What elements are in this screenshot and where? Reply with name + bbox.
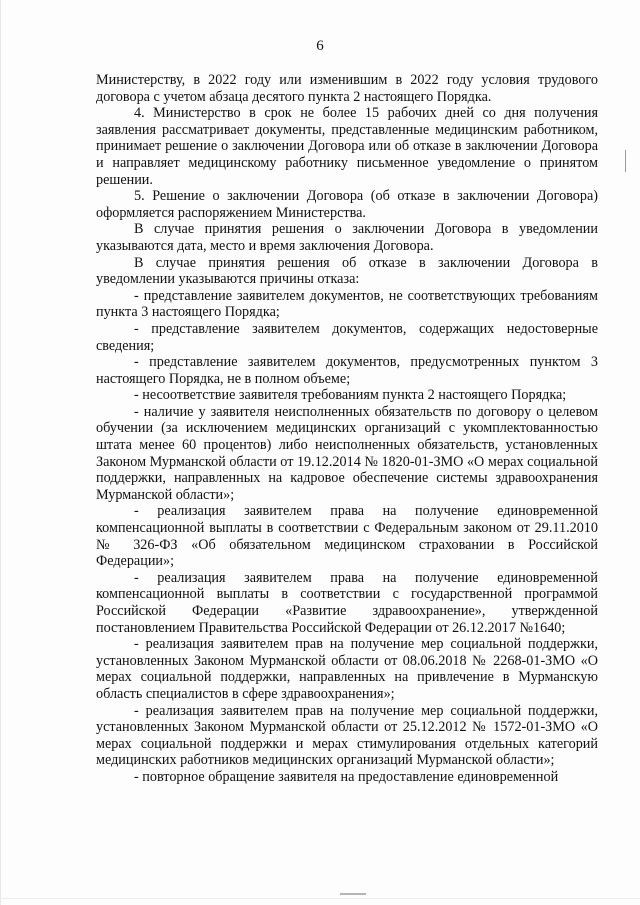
refusal-reason: - представление заявителем документов, содержащих недостоверные сведения; (96, 320, 598, 354)
paragraph-continuation: Министерству, в 2022 году или изменившим в 2022 году условия трудового договора с учетом абзаца десятого пункта 2 настоящего Порядка. (96, 72, 598, 105)
margin-mark (625, 150, 626, 172)
paragraph-item-4: 4. Министерство в срок не более 15 рабочих дней со дня получения заявления рассматривает документы, представленные медицинским работником, принимает решение о заключении Договора или об отказе в заключении Договора и направляет медицинскому работнику письменное уведомление о принятом решении. (96, 105, 598, 188)
refusal-reason: - несоответствие заявителя требованиям пункта 2 настоящего Порядка; (134, 387, 567, 404)
page-number: 6 (316, 38, 324, 54)
document-body (96, 72, 598, 786)
paragraph-item-5: 5. Решение о заключении Договора (об отказе в заключении Договора) оформляется распоряжением Министерства. (96, 188, 598, 221)
refusal-reason: - повторное обращение заявителя на предоставление единовременной (134, 768, 559, 785)
refusal-reason: - реализация заявителем права на получение единовременной компенсационной выплаты в соответствии с Федеральным законом от 29.11.2010 № 326-ФЗ «Об обязательном медицинском страховании в Российской Федерации»; (96, 503, 598, 570)
scan-bottom-edge (0, 898, 640, 899)
refusal-reason: - реализация заявителем прав на получение мер социальной поддержки, установленных Законом Мурманской области от 08.06.2018 № 2268-01-ЗМО «О мерах социальной поддержки, направленных на привлечение в Мурманскую область специалистов в сфере здравоохранения»; (96, 636, 598, 702)
refusal-reason: - наличие у заявителя неисполненных обязательств по договору о целевом обучении (за исключением медицинских организаций с укомплектованностью штата менее 60 процентов) либо неисполненных обязательств, установленных Законом Мурманской области от 19.12.2014 № 1820-01-ЗМО «О мерах социальной поддержки, направленных на кадровое обеспечение системы здравоохранения Мурманской области»; (96, 403, 598, 503)
refusal-reason: - представление заявителем документов, предусмотренных пунктом 3 настоящего Порядка, не в полном объеме; (96, 354, 598, 387)
scan-edge (0, 0, 1, 905)
paragraph-notice-refusal: В случае принятия решения об отказе в заключении Договора в уведомлении указываются причины отказа: (96, 254, 598, 288)
footer-mark (340, 893, 366, 895)
refusal-reason: - представление заявителем документов, не соответствующих требованиям пункта 3 настоящего Порядка; (96, 287, 598, 321)
refusal-reason: - реализация заявителем права на получение единовременной компенсационной выплаты в соответствии с государственной программой Российской Федерации «Развитие здравоохранение», утвержденной постановлением Правительства Российской Федерации от 26.12.2017 №1640; (96, 569, 598, 636)
paragraph-notice-approval: В случае принятия решения о заключении Договора в уведомлении указываются дата, место и время заключения Договора. (96, 221, 598, 254)
refusal-reason: - реализация заявителем прав на получение мер социальной поддержки, установленных Законом Мурманской области от 25.12.2012 № 1572-01-ЗМО «О мерах социальной поддержки и мерах стимулирования отдельных категорий медицинских работников медицинских организаций Мурманской области»; (96, 702, 598, 769)
